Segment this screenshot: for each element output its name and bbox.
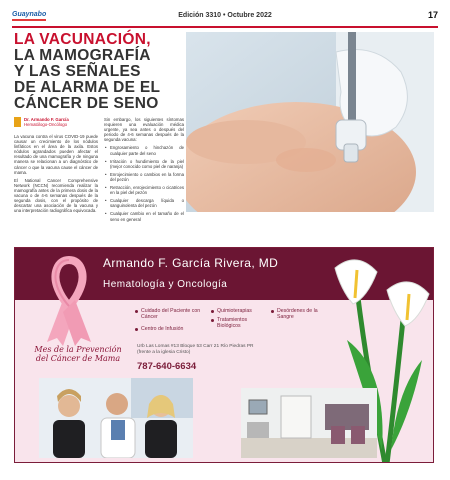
list-item: • Irritación o hundimiento de la piel (mejor conocido como piel de naranja) xyxy=(104,159,184,169)
doctor-advertisement xyxy=(14,247,434,463)
paragraph: La vacuna contra el virus COVID-19 puede causar un crecimiento de los nódulos linfáticos en el área de la axila. Estos nódulos agrandados pueden afectar el resultado de una mamografía y de ninguna manera se relacionan a un diagnóstico de cáncer o que la vacuna cause el cáncer de mama. xyxy=(14,134,98,175)
awareness-slogan xyxy=(25,346,131,363)
article-headline xyxy=(14,32,184,112)
paragraph: El National Cancer Comprehensive Network (NCCN) recomienda realizar la mamografía antes de la primera dosis de la vacuna o de 4-6 semanas después de la segunda dosis, con el propósito de descartar una asociación de la vacuna y una interpretación radiográfica equivocada. xyxy=(14,177,98,214)
symptom-list xyxy=(104,145,184,221)
logo-underline xyxy=(12,19,46,21)
headline-line-1: LA VACUNACIÓN, xyxy=(14,31,151,48)
service-item: Cuidado del Paciente con Cáncer xyxy=(135,308,203,320)
doctor-specialty: Hematología y Oncología xyxy=(103,279,228,290)
doctor-name: Armando F. García Rivera, MD xyxy=(103,256,279,270)
headline-line-5: CÁNCER DE SENO xyxy=(14,95,159,112)
clinic-phone: 787-640-6634 xyxy=(137,361,197,372)
page-header xyxy=(12,10,438,28)
staff-photo xyxy=(39,378,193,458)
article-column-1 xyxy=(14,134,98,216)
clinic-office-photo xyxy=(241,388,377,458)
list-item: • Cualquier descarga líquida o sanguinolenta del pezón xyxy=(104,198,184,208)
service-item: Centro de Infusión xyxy=(135,326,203,332)
list-item: • Enrojecimiento o cambios en la forma del pezón xyxy=(104,172,184,182)
page-number: 17 xyxy=(427,10,438,20)
pink-ribbon-icon xyxy=(39,252,99,347)
service-item: Quimioterapias xyxy=(211,308,269,314)
list-item: • Retracción, enrojecimiento o cicatrices en la piel del pezón xyxy=(104,185,184,195)
edition-label: Edición 3310 • Octubre 2022 xyxy=(178,12,272,19)
ultrasound-exam-image xyxy=(186,32,434,212)
address-note: (frente a la iglesia Cristo) xyxy=(137,350,191,355)
list-item: • Engrosamiento o hinchazón de cualquier parte del seno xyxy=(104,145,184,155)
article-column-2 xyxy=(104,117,184,225)
service-item: Tratamientos Biológicos xyxy=(211,317,269,329)
logo-text: Guaynabo xyxy=(12,11,47,18)
service-item: Desórdenes de la Sangre xyxy=(271,308,325,320)
list-item: • Cualquier cambio en el tamaño de el seno en general xyxy=(104,211,184,221)
article-byline xyxy=(14,117,98,131)
byline-marker xyxy=(14,117,21,127)
paragraph: Sin embargo, los siguientes síntomas requieren una evaluación médica urgente, ya sea antes o después del periodo de 4-6 semanas después de la segunda vacuna: xyxy=(104,117,184,143)
address-line: Urb Las Lomas #13 Bloque 53 Carr 21 Río Piedras PR xyxy=(137,344,254,349)
headline-line-2: LA MAMOGRAFÍA xyxy=(14,47,151,64)
headline-line-4: DE ALARMA DE EL xyxy=(14,79,161,96)
clinic-address xyxy=(137,344,337,356)
article-photo xyxy=(186,32,434,212)
slogan-line-1: Mes de la Prevención xyxy=(34,345,122,354)
author-role: Hematólogo-Oncólogo xyxy=(24,122,67,127)
slogan-line-2: del Cáncer de Mama xyxy=(35,353,121,363)
author-name: Dr. Armando F. García xyxy=(24,117,69,122)
headline-line-3: Y LAS SEÑALES xyxy=(14,63,141,80)
